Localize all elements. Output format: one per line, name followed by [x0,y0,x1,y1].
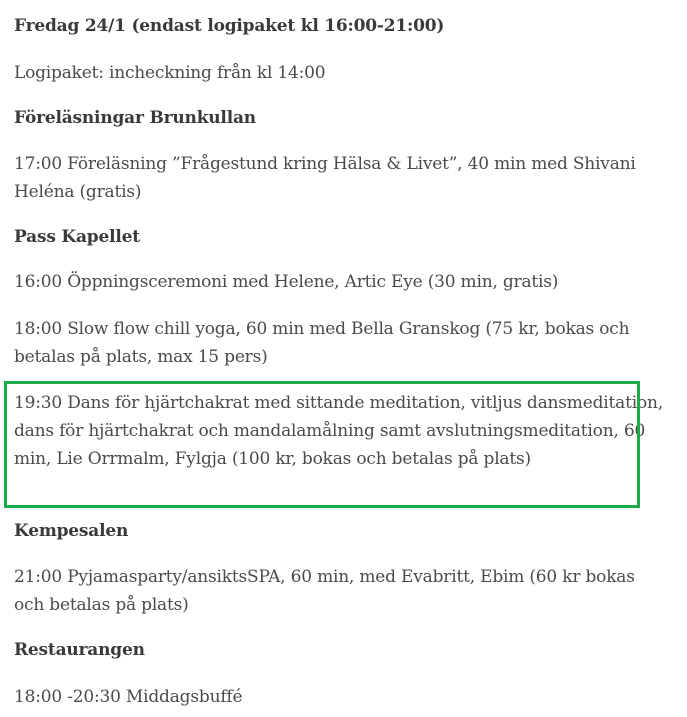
section-heading-kapellet: Pass Kapellet [14,227,140,247]
schedule-item-lecture: 17:00 Föreläsning ”Frågestund kring Hälsa & Livet”, 40 min med Shivani Heléna (gratis) [14,154,636,202]
day-heading: Fredag 24/1 (endast logipaket kl 16:00-21:00) [14,16,445,36]
highlight-box [4,381,640,508]
schedule-item-opening-ceremony: 16:00 Öppningsceremoni med Helene, Artic Eye (30 min, gratis) [14,272,559,292]
section-heading-kempesalen: Kempesalen [14,521,129,541]
section-heading-brunkullan: Föreläsningar Brunkullan [14,108,256,128]
schedule-item-pyjamasparty: 21:00 Pyjamasparty/ansiktsSPA, 60 min, med Evabritt, Ebim (60 kr bokas och betalas på plats) [14,567,635,615]
section-heading-restaurangen: Restaurangen [14,640,145,660]
checkin-text: Logipaket: incheckning från kl 14:00 [14,63,326,83]
schedule-item-dance-meditation: 19:30 Dans för hjärtchakrat med sittande meditation, vitljus dansmeditation, dans för hjärtchakrat och mandalamålning samt avslutningsmeditation, 60 min, Lie Orrmalm, Fylgja (100 kr, bokas och betalas på plats) [14,393,663,469]
schedule-item-yoga: 18:00 Slow flow chill yoga, 60 min med Bella Granskog (75 kr, bokas och betalas på plats, max 15 pers) [14,319,630,367]
schedule-item-dinner: 18:00 -20:30 Middagsbuffé [14,687,243,707]
